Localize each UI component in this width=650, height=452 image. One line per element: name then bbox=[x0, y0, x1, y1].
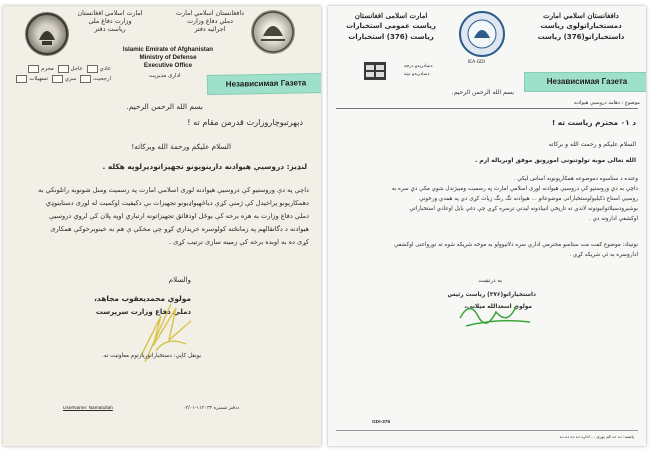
emirate-emblem-icon bbox=[25, 12, 69, 56]
header-arabic-right: دافغانستان اسلامي امارت دمستخباراتولوی رياست داستخباراتو(376) رياست bbox=[537, 11, 625, 41]
footer-code: GDI-376 bbox=[372, 420, 391, 425]
cc-line: يونقل كاپي: دستخباراتوريازتوم معاونيت ته. bbox=[102, 353, 201, 359]
signature-title: دملي دفاع وزارت سرپرست bbox=[95, 308, 191, 316]
office-line: اداری مدیریت bbox=[149, 73, 181, 79]
signature-name: مولوي اسعدالله ميلاني، bbox=[464, 304, 532, 310]
subject-line: لنډيز: دروسيې هيوادنه دارينويونو تجهيزاتوديرلوپه هكله . bbox=[102, 162, 307, 171]
body-paragraph: وعنده د ستاسوه دموضوعه همكاريونوبه اساس ليكي . داچې به دې وروستيو كې دروسيې هيوادنه لورى اسلامي امارت په رسميت ومبيژندل شوي مكي دې سره به روسيې اسناع ذكيليولوستخباراتى موضوعاتو ... هيوادنه نگ رنگ زيات كړى دي په همدي ورخونې بوشيرودسيلاتوانيونوته لاندي ته تاريخي انبيادونه ليدنې ترسره كړي چې دغې بايل اوعادي استخباراتي اوكشفي اداروته دي . bbox=[391, 176, 638, 222]
priority-checkboxes: عادي عاجل محرم ارجحيت سري تسهيلات bbox=[11, 64, 111, 84]
footer-doc-number: ددفتر شميره ۱۱۲۰۳۳-۰۲/۰۱ bbox=[183, 406, 240, 411]
footer-username: UserName: Namatullah bbox=[63, 406, 113, 411]
note-paragraph: نوتيناد: موضوع كمت مت ستاسو محترمي اداري سره دلاتيوولو به موخه شريكه شوه ته نورواعنى اوكشفي اداروسره به ئې شريكه كړي . bbox=[394, 242, 638, 258]
letter-intelligence-directorate bbox=[328, 6, 646, 446]
closing-line: به درنښت bbox=[478, 278, 502, 284]
addressee-line: دېهرتبوچاروزارت قدرمن مقام ته ! bbox=[187, 117, 303, 127]
greeting-line: السلام عليكم ورحمة الله وبركاته! bbox=[131, 142, 231, 151]
checkbox[interactable] bbox=[52, 75, 63, 83]
bismillah-line: بسم الله الرحمن الرحيم. bbox=[451, 89, 514, 96]
letter-ministry-of-defense bbox=[3, 6, 321, 446]
checkbox[interactable] bbox=[80, 75, 91, 83]
topic-line: موضوع : دهامد دروسيې هيوادنه bbox=[573, 100, 640, 106]
bismillah-line: بسم الله الرحمن الرحيم. bbox=[126, 102, 203, 111]
signature-name: مولوي محمديعقوب مجاهد، bbox=[94, 294, 191, 303]
header-arabic-right: دافغانستان اسلامي امارت دملي دفاع وزارت اجرائيه دفتر bbox=[176, 10, 244, 33]
header-arabic-left: امارت اسلامی افغانستان وزارت دفاع ملی ریاست دفتر bbox=[77, 10, 143, 33]
body-paragraph: داچې په دې وروستيو كې دروسيې هيوادنه لورى اسلامي امارت په رسميت ومنل شونوبه راتلونكي به دهمكاريونو پراخيدل كې ژمنې كړې دياڅهيواډيونو تجهيزات بې دكيفيت اوكميت له لورى دستاينوډي دملي دفاع وزارت به هره برخه كې يوځل اودقائق تجهيزاتونه ارتباري اوپه پلان كې لروي دروسيې هيوادنه د دگاتقالهم په زمانځته كولوسره خريداري كړو چې مخكې ې هم به خينوبرخوكې همكارى كړى ده به اوبده برخه كې زمينه سازى ترتيب كړى . bbox=[38, 186, 309, 246]
checkbox[interactable] bbox=[58, 65, 69, 73]
footer-divider bbox=[336, 430, 638, 431]
newspaper-badge: Независимая Газета bbox=[524, 72, 646, 92]
doc-number-box bbox=[364, 62, 386, 80]
divider bbox=[336, 108, 638, 109]
header-english: Islamic Emirate of Afghanistan Ministry of Defense Executive Office bbox=[122, 46, 214, 69]
header-arabic-left: امارت اسلامی افغانستان ریاست عمومی استخبارات ریاست (376) استخبارات bbox=[346, 11, 436, 41]
signature-title: داستخباراتو(۳۷۶) رياست رئيس bbox=[447, 292, 536, 298]
checkbox[interactable] bbox=[16, 75, 27, 83]
doc-number-label: دصادریدو درجه bbox=[404, 64, 433, 69]
closing-line: والسلام bbox=[168, 276, 191, 284]
addressee-line: د ۰۱ محترم رياست ته ! bbox=[551, 118, 636, 127]
greeting-line: السلام عليكم و رحمت الله و بركاته bbox=[548, 141, 636, 148]
prayer-line: الله تعالى موبه تولوتنونی امورونق موفق اوبرياله ارم . bbox=[474, 157, 636, 164]
footer-address: پاشنه: ده ده كم نورى ... اداره ده ده ده ده bbox=[559, 434, 634, 439]
checkbox[interactable] bbox=[28, 65, 39, 73]
intelligence-logo-icon bbox=[458, 10, 506, 58]
logo-caption: IEA-GDI bbox=[468, 60, 485, 65]
signature-scribble bbox=[456, 296, 536, 332]
checkbox[interactable] bbox=[87, 65, 98, 73]
doc-date-label: دصادریدو نيټه bbox=[404, 72, 430, 77]
ministry-emblem-icon bbox=[251, 10, 295, 54]
newspaper-badge: Независимая Газета bbox=[207, 73, 321, 95]
